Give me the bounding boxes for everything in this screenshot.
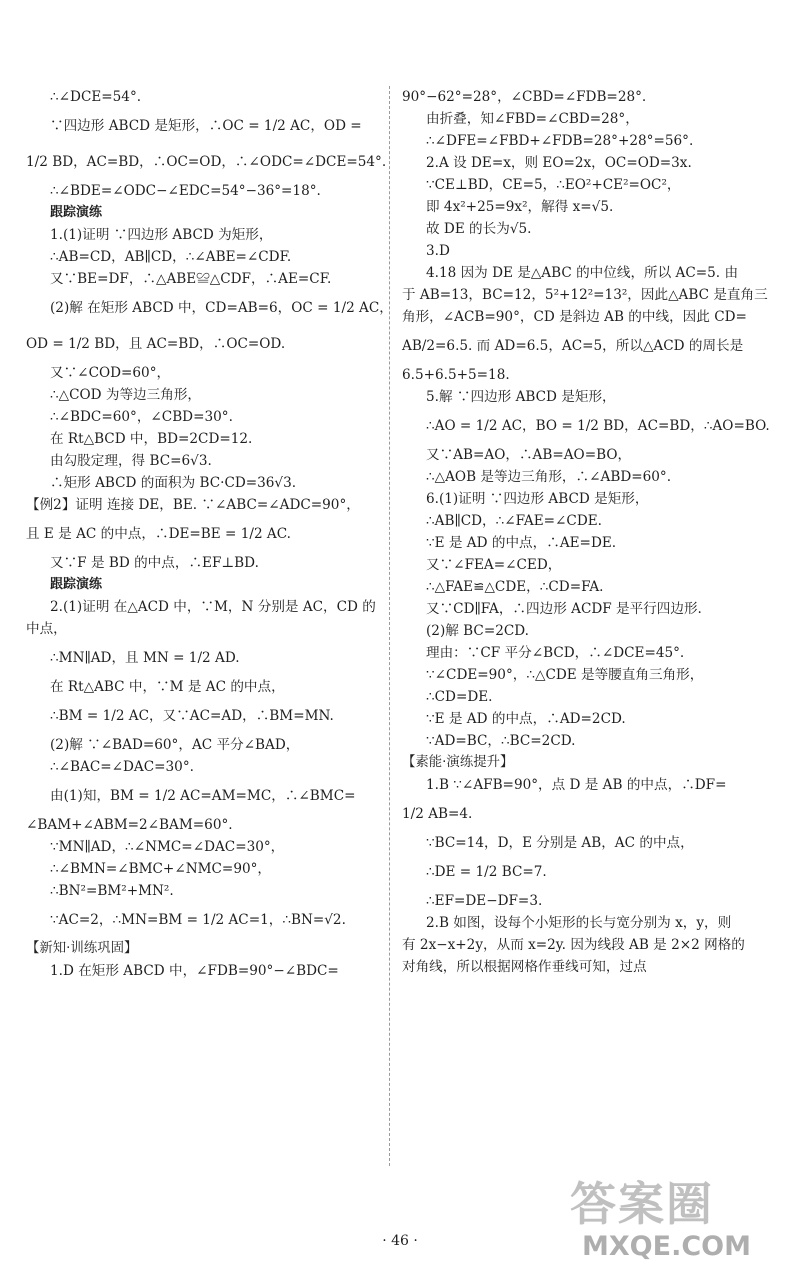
right-text-line: 6.5+6.5+5=18. bbox=[402, 367, 510, 383]
left-text-line: 1/2 BD，AC=BD，∴OC=OD，∴∠ODC=∠DCE=54°. bbox=[26, 154, 387, 170]
right-text-line: 1.B ∵∠AFB=90°，点 D 是 AB 的中点，∴DF= bbox=[426, 777, 727, 793]
right-text-line: ∴∠DFE=∠FBD+∠FDB=28°+28°=56°. bbox=[426, 133, 694, 149]
watermark-logo bbox=[570, 1175, 795, 1267]
right-text-line: (2)解 BC=2CD. bbox=[426, 623, 529, 639]
right-text-line: ∴DE = 1/2 BC=7. bbox=[426, 864, 547, 880]
left-text-line: 1.(1)证明 ∵四边形 ABCD 为矩形， bbox=[50, 227, 273, 243]
left-text-line: 且 E 是 AC 的中点，∴DE=BE = 1/2 AC. bbox=[26, 526, 291, 542]
right-text-line: 又∵CD∥FA，∴四边形 ACDF 是平行四边形. bbox=[426, 601, 702, 617]
left-text-line: 2.(1)证明 在△ACD 中，∵M，N 分别是 AC，CD 的 bbox=[50, 599, 376, 615]
right-text-line: 1/2 AB=4. bbox=[402, 806, 473, 822]
left-text-line: ∴∠BMN=∠BMC+∠NMC=90°， bbox=[50, 861, 272, 877]
left-text-line: ∴BM = 1/2 AC，又∵AC=AD，∴BM=MN. bbox=[50, 708, 334, 724]
left-text-line: 【例2】证明 连接 DE，BE. ∵∠ABC=∠ADC=90°， bbox=[26, 497, 360, 513]
right-text-line: 即 4x²+25=9x²，解得 x=√5. bbox=[426, 199, 614, 215]
left-text-line: ∵MN∥AD，∴∠NMC=∠DAC=30°， bbox=[50, 839, 285, 855]
left-text-line: ∵四边形 ABCD 是矩形，∴OC = 1/2 AC，OD = bbox=[50, 118, 362, 134]
right-column bbox=[402, 86, 778, 978]
left-text-line: ∴∠BDC=60°，∠CBD=30°. bbox=[50, 409, 233, 425]
column-divider bbox=[389, 86, 390, 1166]
left-text-line: ∠BAM+∠ABM=2∠BAM=60°. bbox=[26, 817, 233, 833]
right-text-line: 4.18 因为 DE 是△ABC 的中位线，所以 AC=5. 由 bbox=[426, 265, 739, 281]
page-number: · 46 · bbox=[382, 1233, 418, 1249]
left-text-line: (2)解 在矩形 ABCD 中，CD=AB=6，OC = 1/2 AC， bbox=[50, 300, 393, 316]
right-text-line: 又∵∠FEA=∠CED， bbox=[426, 557, 562, 573]
left-text-line: ∴△COD 为等边三角形， bbox=[50, 387, 202, 403]
right-text-line: 于 AB=13，BC=12，5²+12²=13²，因此△ABC 是直角三 bbox=[402, 287, 768, 303]
right-text-line: ∴EF=DE−DF=3. bbox=[426, 893, 543, 909]
left-text-line: 又∵∠COD=60°， bbox=[50, 365, 171, 381]
right-text-line: ∴△AOB 是等边三角形，∴∠ABD=60°. bbox=[426, 469, 672, 485]
left-text-line: 1.D 在矩形 ABCD 中，∠FDB=90°−∠BDC= bbox=[50, 963, 339, 979]
left-text-line: 【新知·训练巩固】 bbox=[26, 941, 138, 956]
right-text-line: ∴AO = 1/2 AC，BO = 1/2 BD，AC=BD，∴AO=BO. bbox=[426, 418, 770, 434]
right-text-line: ∵CE⊥BD，CE=5，∴EO²+CE²=OC²， bbox=[426, 177, 681, 193]
right-text-line: 故 DE 的长为√5. bbox=[426, 221, 532, 237]
right-text-line: 又∵AB=AO，∴AB=AO=BO， bbox=[426, 447, 632, 463]
right-text-line: ∴AB∥CD，∴∠FAE=∠CDE. bbox=[426, 513, 602, 529]
right-text-line: ∵AD=BC，∴BC=2CD. bbox=[426, 733, 576, 749]
right-text-line: 5.解 ∵四边形 ABCD 是矩形， bbox=[426, 389, 616, 405]
left-text-line: 在 Rt△BCD 中，BD=2CD=12. bbox=[50, 431, 253, 447]
right-text-line: 【素能·演练提升】 bbox=[402, 755, 514, 770]
left-text-line: OD = 1/2 BD，且 AC=BD，∴OC=OD. bbox=[26, 336, 286, 352]
right-text-line: 对角线，所以根据网格作垂线可知，过点 bbox=[402, 959, 647, 975]
left-text-line: 由(1)知，BM = 1/2 AC=AM=MC，∴∠BMC= bbox=[50, 788, 356, 804]
right-text-line: 6.(1)证明 ∵四边形 ABCD 是矩形， bbox=[426, 491, 649, 507]
right-text-line: ∵BC=14，D，E 分别是 AB，AC 的中点， bbox=[426, 835, 694, 851]
right-text-line: 角形，∠ACB=90°，CD 是斜边 AB 的中线，因此 CD= bbox=[402, 309, 747, 325]
left-text-line: ∴∠BDE=∠ODC−∠EDC=54°−36°=18°. bbox=[50, 183, 321, 199]
left-text-line: ∴∠DCE=54°. bbox=[50, 89, 142, 105]
left-text-line: ∴∠BAC=∠DAC=30°. bbox=[50, 759, 194, 775]
right-text-line: AB/2=6.5. 而 AD=6.5，AC=5，所以△ACD 的周长是 bbox=[402, 338, 744, 354]
left-text-line: (2)解 ∵∠BAD=60°，AC 平分∠BAD， bbox=[50, 737, 300, 753]
left-text-line: 中点， bbox=[26, 621, 67, 637]
left-column bbox=[26, 86, 393, 982]
left-text-line: ∴BN²=BM²+MN². bbox=[50, 883, 174, 899]
right-text-line: 3.D bbox=[426, 243, 450, 259]
right-text-line: 2.A 设 DE=x，则 EO=2x，OC=OD=3x. bbox=[426, 155, 692, 171]
left-text-line: 跟踪演练 bbox=[50, 205, 103, 220]
left-text-line: 由勾股定理，得 BC=6√3. bbox=[50, 453, 212, 469]
left-text-line: 又∵BE=DF，∴△ABE≌△CDF，∴AE=CF. bbox=[50, 271, 332, 287]
left-text-line: ∴矩形 ABCD 的面积为 BC·CD=36√3. bbox=[50, 475, 297, 491]
left-text-line: 跟踪演练 bbox=[50, 577, 103, 592]
watermark-url: MXQE.COM bbox=[582, 1231, 751, 1262]
right-text-line: 由折叠，知∠FBD=∠CBD=28°， bbox=[426, 111, 639, 127]
right-text-line: ∵E 是 AD 的中点，∴AD=2CD. bbox=[426, 711, 626, 727]
right-text-line: ∵∠CDE=90°，∴△CDE 是等腰直角三角形， bbox=[426, 667, 704, 683]
right-text-line: ∵E 是 AD 的中点，∴AE=DE. bbox=[426, 535, 617, 551]
left-text-line: ∴AB=CD，AB∥CD，∴∠ABE=∠CDF. bbox=[50, 249, 292, 265]
right-text-line: 2.B 如图，设每个小矩形的长与宽分别为 x，y，则 bbox=[426, 915, 732, 931]
left-text-line: ∴MN∥AD，且 MN = 1/2 AD. bbox=[50, 650, 240, 666]
right-text-line: 90°−62°=28°，∠CBD=∠FDB=28°. bbox=[402, 89, 647, 105]
right-text-line: 有 2x−x+2y，从而 x=2y. 因为线段 AB 是 2×2 网格的 bbox=[402, 937, 745, 953]
right-text-line: ∴△FAE≌△CDE，∴CD=FA. bbox=[426, 579, 604, 595]
left-text-line: ∵AC=2，∴MN=BM = 1/2 AC=1，∴BN=√2. bbox=[50, 912, 346, 928]
left-text-line: 在 Rt△ABC 中，∵M 是 AC 的中点， bbox=[50, 679, 285, 695]
left-text-line: 又∵F 是 BD 的中点，∴EF⊥BD. bbox=[50, 555, 259, 571]
right-text-line: ∴CD=DE. bbox=[426, 689, 493, 705]
right-text-line: 理由：∵CF 平分∠BCD，∴∠DCE=45°. bbox=[426, 645, 685, 661]
watermark-logo-glyphs: 答案圈 bbox=[570, 1177, 714, 1231]
